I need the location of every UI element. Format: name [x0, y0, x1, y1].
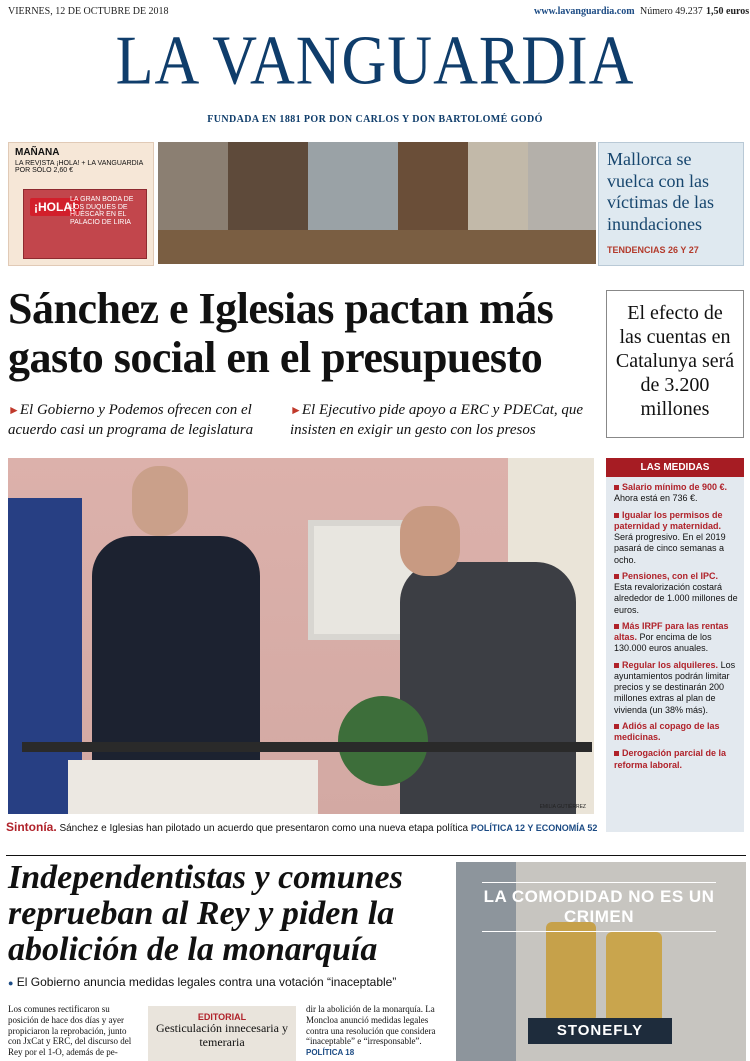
- editorial-title: Gesticulación innecesaria y temeraria: [156, 1021, 288, 1049]
- flood-photo: [158, 142, 596, 264]
- bullet-icon: [614, 513, 619, 518]
- website-link[interactable]: www.lavanguardia.com: [534, 6, 635, 17]
- bullet-icon: [614, 751, 619, 756]
- ad-brand-logo: STONEFLY: [528, 1018, 672, 1044]
- measure-item: Pensiones, con el IPC. Esta revalorización costará alrededor de 1.000 millones de euros.: [614, 570, 738, 615]
- second-body-col1: Los comunes rectificaron su posición de hace dos días y ayer propiciaron la reprobación, junto con JxCat y ERC, del discurso del Rey por el 1-O, además de pe-: [8, 1004, 132, 1058]
- measure-item: Más IRPF para las rentas altas. Por encima de los 130.000 euros anuales.: [614, 620, 729, 654]
- measure-item: Salario mínimo de 900 €. Ahora está en 736 €.: [614, 482, 728, 504]
- caption-text: Sánchez e Iglesias han pilotado un acuerdo que presentaron como una nueva etapa política: [59, 823, 469, 834]
- photo-credit: EMILIA GUTIÉRREZ: [539, 804, 586, 810]
- caption-keyword: Sintonía.: [6, 820, 57, 834]
- section-divider: [6, 855, 746, 856]
- lead-deck-right: ►El Ejecutivo pide apoyo a ERC y PDECat, que insisten en exigir un gesto con los presos: [290, 402, 584, 439]
- catalunya-box[interactable]: [606, 290, 744, 438]
- newspaper-logo: LA VANGUARDIA: [115, 22, 635, 100]
- lead-headline[interactable]: Sánchez e Iglesias pactan más gasto social en el presupuesto: [8, 284, 554, 383]
- issue-number: Número 49.237: [640, 6, 703, 17]
- arrow-icon: ►: [290, 403, 302, 417]
- cover-title: LA GRAN BODA DE LOS DUQUES DE HUÉSCAR EN EL PALACIO DE LIRIA: [70, 196, 134, 227]
- measures-sidebar: [606, 458, 744, 832]
- hola-promo[interactable]: [8, 142, 154, 266]
- founded-line: FUNDADA EN 1881 POR DON CARLOS Y DON BARTOLOMÉ GODÓ: [207, 114, 543, 125]
- measures-title: LAS MEDIDAS: [606, 458, 744, 477]
- arrow-icon: ►: [8, 403, 20, 417]
- photo-caption: [6, 820, 602, 834]
- bullet-icon: [614, 624, 619, 629]
- bullet-icon: [614, 724, 619, 729]
- lead-photo: [8, 458, 594, 814]
- measure-item: Regular los alquileres. Los ayuntamientos podrán limitar precios y se destinarán 200 millones extras al plan de vivienda (un 38% más).: [614, 659, 736, 715]
- ad-slogan: LA COMODIDAD NO ES UN CRIMEN: [482, 882, 716, 932]
- editorial-box[interactable]: [148, 1006, 296, 1061]
- catalunya-headline: El efecto de las cuentas en Catalunya será de 3.200 millones: [615, 302, 735, 420]
- promo-subtitle: LA REVISTA ¡HOLA! + LA VANGUARDIA POR SÓLO 2,60 €: [15, 160, 143, 174]
- lead-deck-left: ►El Gobierno y Podemos ofrecen con el acuerdo casi un programa de legislatura: [8, 402, 254, 439]
- edition-date: VIERNES, 12 DE OCTUBRE DE 2018: [8, 6, 169, 17]
- caption-section-link[interactable]: POLÍTICA 12 Y ECONOMÍA 52: [470, 823, 598, 833]
- magazine-cover-image: [23, 189, 147, 259]
- promo-kicker: MAÑANA: [15, 147, 60, 158]
- bullet-icon: [614, 485, 619, 490]
- bullet-icon: [614, 663, 619, 668]
- measure-item: Adiós al copago de las medicinas.: [614, 720, 720, 742]
- bullet-icon: [614, 574, 619, 579]
- bullet-icon: ●: [8, 978, 14, 988]
- second-deck: ● El Gobierno anuncia medidas legales contra una votación “inaceptable”: [8, 975, 397, 989]
- price: 1,50 euros: [706, 6, 750, 17]
- stonefly-ad[interactable]: [456, 862, 746, 1061]
- col2-section-link[interactable]: POLÍTICA 18: [306, 1048, 355, 1058]
- mallorca-section: TENDENCIAS 26 Y 27: [607, 245, 699, 255]
- hola-logo: ¡HOLA!: [30, 198, 80, 216]
- measure-item: Derogación parcial de la reforma laboral.: [614, 748, 727, 770]
- editorial-label: EDITORIAL: [197, 1012, 247, 1022]
- second-body-col2: dir la abolición de la monarquía. La Moncloa anunció medidas legales contra una resolución que considera “inaceptable” e “irresponsable”. POLÍTICA 18: [306, 1004, 436, 1058]
- mallorca-teaser[interactable]: [598, 142, 744, 266]
- second-headline[interactable]: Independentistas y comunes reprueban al Rey y piden la abolición de la monarquía: [8, 859, 403, 969]
- mallorca-headline: Mallorca se vuelca con las víctimas de las inundaciones: [607, 149, 714, 234]
- measure-item: Igualar los permisos de paternidad y maternidad. Será progresivo. En el 2019 pasará de cinco semanas a ocho.: [614, 509, 726, 565]
- masthead: [6, 20, 744, 134]
